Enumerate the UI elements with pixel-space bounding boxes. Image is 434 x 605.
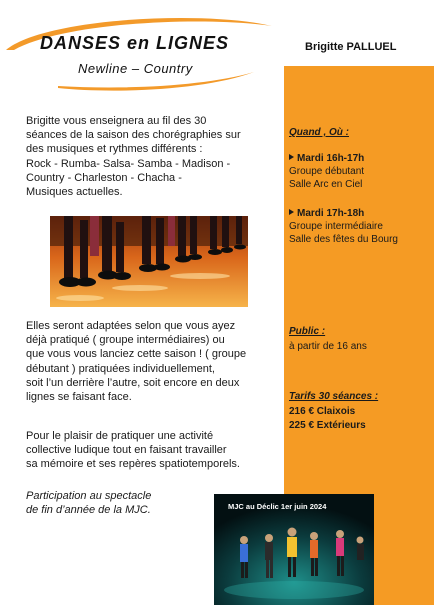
rate-external: 225 € Extérieurs bbox=[289, 420, 366, 431]
intro-line: Country - Charleston - Chacha - bbox=[26, 171, 182, 184]
practice-line: débutant ) pratiquées individuellement, bbox=[26, 362, 215, 375]
practice-line: lignes se faisant face. bbox=[26, 391, 132, 404]
practice-line: Elles seront adaptées selon que vous ayez bbox=[26, 320, 236, 332]
intro-line: Brigitte vous enseignera au fil des 30 bbox=[26, 115, 207, 127]
flyer-subtitle: Newline – Country bbox=[78, 61, 193, 76]
public-value: à partir de 16 ans bbox=[289, 341, 367, 352]
intro-line: Musiques actuelles. bbox=[26, 186, 123, 199]
pleasure-line: collective ludique tout en faisant travailler bbox=[26, 444, 227, 457]
slot-1-place: Salle Arc en Ciel bbox=[289, 179, 363, 190]
intro-line: des musiques et rythmes différents : bbox=[26, 143, 203, 156]
when-where-heading: Quand , Où : bbox=[289, 127, 349, 138]
show-photo bbox=[214, 494, 374, 605]
dancers-feet-image bbox=[50, 216, 248, 307]
rates-heading: Tarifs 30 séances : bbox=[289, 391, 379, 402]
slot-2-place: Salle des fêtes du Bourg bbox=[289, 234, 398, 245]
rate-resident: 216 € Claixois bbox=[289, 406, 356, 417]
practice-line: que vous vous lanciez cette saison ! ( groupe bbox=[26, 348, 247, 361]
practice-paragraph bbox=[26, 319, 280, 404]
practice-line: soit l’un derrière l’autre, soit encore en deux bbox=[26, 376, 240, 389]
intro-paragraph bbox=[26, 114, 280, 199]
slot-2-time: Mardi 17h-18h bbox=[289, 207, 364, 220]
pleasure-line: sa mémoire et ses repères spatiotemporels. bbox=[26, 458, 240, 471]
pleasure-paragraph bbox=[26, 429, 280, 472]
dance-photo bbox=[50, 216, 248, 307]
title-swoosh-bottom bbox=[56, 70, 256, 92]
slot-1-time: Mardi 16h-17h bbox=[289, 152, 364, 165]
show-note-line: Participation au spectacle bbox=[26, 490, 152, 502]
public-heading: Public : bbox=[289, 326, 326, 337]
show-caption: MJC au Déclic 1er juin 2024 bbox=[228, 502, 327, 511]
arrow-right-icon bbox=[289, 209, 294, 215]
practice-line: déjà pratiqué ( groupe intermédiaires) ou bbox=[26, 334, 225, 347]
pleasure-line: Pour le plaisir de pratiquer une activité bbox=[26, 430, 214, 442]
intro-line: Rock - Rumba- Salsa- Samba - Madison - bbox=[26, 157, 231, 170]
flyer-title: DANSES en LIGNES bbox=[40, 33, 230, 53]
teacher-name: Brigitte PALLUEL bbox=[305, 41, 397, 53]
show-note-line: de fin d’année de la MJC. bbox=[26, 504, 151, 517]
slot-1-group: Groupe débutant bbox=[289, 166, 365, 177]
title-block bbox=[4, 12, 276, 84]
arrow-right-icon bbox=[289, 154, 294, 160]
intro-line: séances de la saison des chorégraphies sur bbox=[26, 129, 241, 142]
slot-2-group: Groupe intermédiaire bbox=[289, 221, 383, 232]
